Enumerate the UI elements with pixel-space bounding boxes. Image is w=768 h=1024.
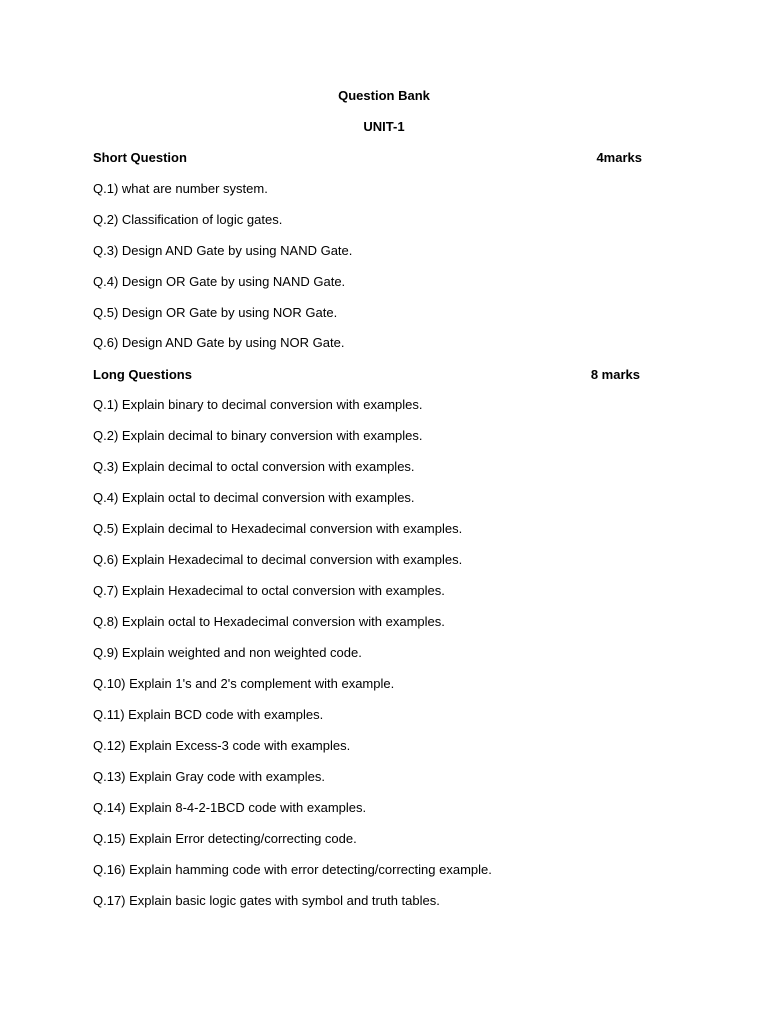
short-question-item: Q.3) Design AND Gate by using NAND Gate. (93, 243, 353, 258)
long-question-item: Q.16) Explain hamming code with error detecting/correcting example. (93, 862, 492, 877)
long-question-item: Q.10) Explain 1's and 2's complement with example. (93, 676, 395, 691)
short-question-header (93, 150, 642, 166)
short-question-item: Q.4) Design OR Gate by using NAND Gate. (93, 274, 346, 289)
unit-heading: UNIT-1 (363, 119, 405, 134)
long-question-item: Q.4) Explain octal to decimal conversion with examples. (93, 490, 415, 505)
long-question-item: Q.8) Explain octal to Hexadecimal conversion with examples. (93, 614, 445, 629)
short-question-item: Q.1) what are number system. (93, 181, 268, 196)
long-question-item: Q.9) Explain weighted and non weighted code. (93, 645, 362, 660)
short-question-item: Q.6) Design AND Gate by using NOR Gate. (93, 335, 345, 350)
long-question-item: Q.5) Explain decimal to Hexadecimal conversion with examples. (93, 521, 463, 536)
long-question-item: Q.2) Explain decimal to binary conversion with examples. (93, 428, 423, 443)
short-question-item: Q.2) Classification of logic gates. (93, 212, 283, 227)
long-question-heading: Long Questions (93, 367, 192, 382)
long-question-item: Q.13) Explain Gray code with examples. (93, 769, 325, 784)
long-question-marks: 8 marks (590, 367, 640, 382)
long-question-item: Q.12) Explain Excess-3 code with examples. (93, 738, 351, 753)
long-question-item: Q.1) Explain binary to decimal conversion with examples. (93, 397, 423, 412)
long-question-item: Q.3) Explain decimal to octal conversion with examples. (93, 459, 415, 474)
long-question-item: Q.17) Explain basic logic gates with symbol and truth tables. (93, 893, 440, 908)
long-question-item: Q.14) Explain 8-4-2-1BCD code with examples. (93, 800, 367, 815)
short-question-heading: Short Question (93, 150, 187, 165)
long-question-header (93, 367, 640, 383)
short-question-item: Q.5) Design OR Gate by using NOR Gate. (93, 305, 338, 320)
short-question-marks: 4marks (596, 150, 642, 165)
long-question-item: Q.11) Explain BCD code with examples. (93, 707, 324, 722)
document-title: Question Bank (338, 88, 430, 103)
long-question-item: Q.15) Explain Error detecting/correcting code. (93, 831, 357, 846)
long-question-item: Q.7) Explain Hexadecimal to octal conversion with examples. (93, 583, 445, 598)
long-question-item: Q.6) Explain Hexadecimal to decimal conversion with examples. (93, 552, 463, 567)
